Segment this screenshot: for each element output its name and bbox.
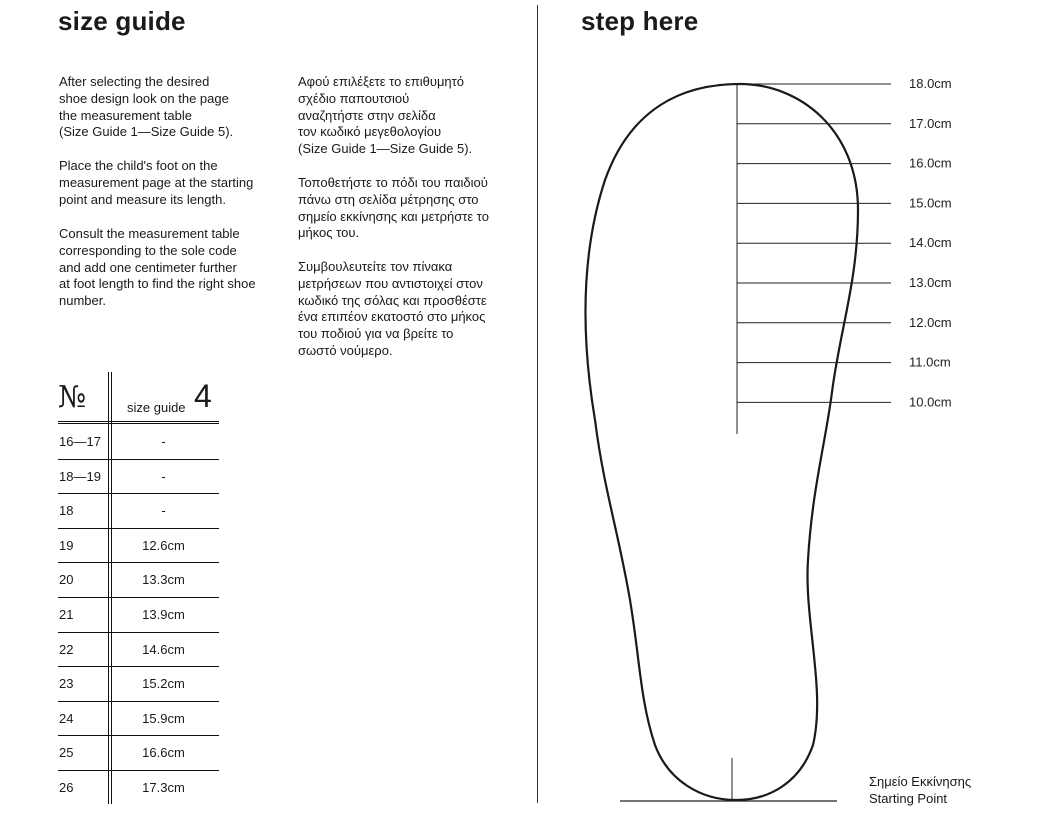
shoe-size-cell: 24: [59, 710, 74, 726]
instructions-en-3: Consult the measurement table corresponding to the sole code and add one centimeter further at foot length to find the right shoe number.: [59, 226, 256, 309]
foot-length-cell: -: [161, 503, 166, 519]
foot-length-cell: 16.6cm: [142, 745, 185, 761]
foot-length-cell: -: [161, 468, 166, 484]
shoe-size-cell: 20: [59, 572, 74, 588]
starting-point-label-en: Starting Point: [869, 791, 948, 806]
tick-label: 11.0cm: [909, 354, 951, 370]
shoe-size-cell: 23: [59, 676, 74, 692]
foot-length-cell: 15.9cm: [142, 710, 185, 726]
foot-length-cell: 14.6cm: [142, 641, 185, 657]
number-header: №: [58, 380, 87, 415]
foot-length-cell: 13.9cm: [142, 607, 185, 622]
page-title-step-here: step here: [581, 6, 699, 36]
page-title-size-guide: size guide: [58, 6, 186, 36]
foot-length-cell: 13.3cm: [142, 572, 185, 588]
instructions-gr-3: Συμβουλευτείτε τον πίνακα μετρήσεων που αντιστοιχεί στον κωδικό της σόλας και προσθέστε ένα επιπέον εκατοστό στο μήκος του ποδιού για να βρείτε το σωστό νούμερο.: [298, 259, 487, 358]
starting-point-label-gr: Σημείο Εκκίνησης: [869, 774, 972, 789]
tick-label: 13.0cm: [909, 275, 952, 290]
instructions-en-1: After selecting the desired shoe design look on the page the measurement table (Size Guide 1—Size Guide 5).: [59, 74, 234, 140]
size-guide-label: size guide: [127, 400, 186, 415]
shoe-size-cell: 26: [59, 780, 74, 795]
tick-label: 18.0cm: [909, 76, 952, 91]
measurement-ticks: [737, 76, 952, 409]
instructions-gr-2: Τοποθετήστε το πόδι του παιδιού πάνω στη σελίδα μέτρησης στο σημείο εκκίνησης και μετρήστε το μήκος του.: [298, 175, 489, 241]
foot-length-cell: -: [161, 434, 166, 449]
shoe-size-cell: 18—19: [59, 468, 101, 484]
instructions-en-2: Place the child's foot on the measurement page at the starting point and measure its length.: [59, 158, 254, 207]
starting-point-label: [869, 773, 971, 807]
foot-length-cell: 17.3cm: [142, 780, 185, 795]
shoe-size-cell: 25: [59, 745, 74, 761]
size-guide-number: 4: [194, 378, 212, 414]
foot-length-cell: 15.2cm: [142, 676, 185, 692]
tick-label: 15.0cm: [909, 195, 952, 211]
shoe-size-cell: 21: [59, 607, 74, 622]
instructions-gr-1: Αφού επιλέξετε το επιθυμητό σχέδιο παπουτσιού αναζητήστε στην σελίδα τον κωδικό μεγεθολογίου (Size Guide 1—Size Guide 5).: [298, 74, 473, 157]
tick-label: 10.0cm: [909, 394, 952, 410]
shoe-size-cell: 22: [59, 641, 74, 657]
tick-label: 16.0cm: [909, 155, 952, 171]
shoe-size-cell: 19: [59, 537, 74, 553]
foot-length-cell: 12.6cm: [142, 537, 185, 553]
tick-label: 14.0cm: [909, 235, 952, 251]
foot-outline: [585, 84, 858, 800]
tick-label: 17.0cm: [909, 115, 952, 131]
shoe-size-cell: 18: [59, 503, 74, 519]
tick-label: 12.0cm: [909, 314, 952, 330]
shoe-size-cell: 16—17: [59, 434, 101, 449]
